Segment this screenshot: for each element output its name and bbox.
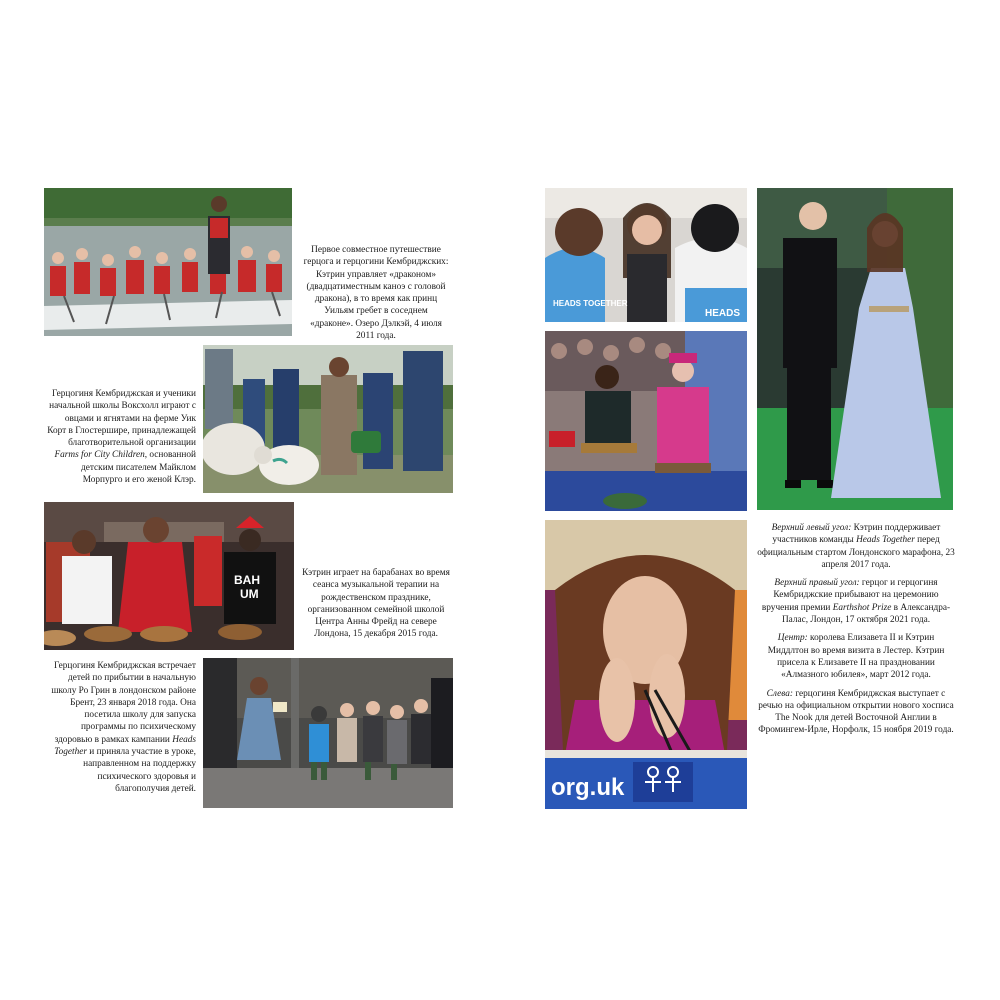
- vest-text-right: HEADS: [705, 308, 741, 319]
- caption-top-right: Верхний правый угол: герцог и герцогиня Кембриджские прибывают на церемонию вручения премии Earthshot Prize в Александра-Палас, Лондон, 17 октября 2021 года.: [761, 578, 951, 626]
- caption-drum-therapy: [302, 567, 450, 641]
- caption-top-left: Верхний левый угол: Кэтрин поддерживает участников команды Heads Together перед официальным стартом Лондонского марафона, 23 апреля 2017 года.: [757, 523, 955, 570]
- caption-school-visit: [44, 660, 196, 795]
- caption-text: Герцогиня Кембриджская и ученики начальной школы Воксхолл играют с овцами и ягнятами на ферме Уик Корт в Глостершире, принадлежащей благотворительной организации Farms for City Children, основанной детским писателем Майклом Морпурго и его женой Клэр.: [47, 389, 196, 486]
- photo-school-visit: [203, 658, 453, 808]
- podium-text: org.uk: [551, 774, 625, 801]
- caption-left: Слева: герцогиня Кембриджская выступает с речью на официальном открытии нового хосписа The Nook для детей Восточной Англии в Фромингем-Ирле, Норфолк, 15 ноября 2019 года.: [758, 688, 954, 736]
- caption-text: Герцогиня Кембриджская встречает детей по прибытии в начальную школу Ро Грин в лондонском районе Брент, 23 января 2018 года. Она посетила школу для запуска программы по психическому здоровью в рамках кампании Heads Together и приняла участие в уроке, направленном на поддержку психического здоровья и благополучия детей.: [51, 661, 196, 794]
- photo-dragon-boat: [44, 188, 292, 336]
- caption-text: Первое совместное путешествие герцога и герцогини Кембриджских: Кэтрин управляет «драконом» (двадцатиместным каноэ с головой дракона), в то время как принц Уильям гребет в соседнем «драконе». Озеро Дэлкэй, 4 июля 2011 года.: [303, 245, 449, 342]
- photo-farm-sheep: [203, 345, 453, 493]
- caption-center: Центр: королева Елизавета II и Кэтрин Миддлтон во время визита в Лестер. Кэтрин присела к Елизавете II на праздновании «Алмазного юбилея», март 2012 года.: [767, 633, 945, 681]
- photo-earthshot-prize: [757, 188, 953, 510]
- photo-drum-therapy: [44, 502, 294, 650]
- shirt-text-2: UM: [240, 587, 259, 601]
- caption-right-page: [757, 522, 955, 743]
- shirt-text-1: BAH: [234, 573, 260, 587]
- photo-queen-visit: [545, 331, 747, 511]
- photo-heads-together: [545, 188, 747, 322]
- photo-hospice-speech: [545, 520, 747, 809]
- caption-text: Кэтрин играет на барабанах во время сеанса музыкальной терапии на рождественском празднике, организованном семейной школой Центра Анны Фрейд на севере Лондона, 15 декабря 2015 года.: [302, 568, 450, 640]
- caption-farm-sheep: [44, 388, 196, 486]
- vest-text-left: HEADS TOGETHER: [553, 299, 628, 308]
- caption-dragon-boat: [302, 244, 450, 342]
